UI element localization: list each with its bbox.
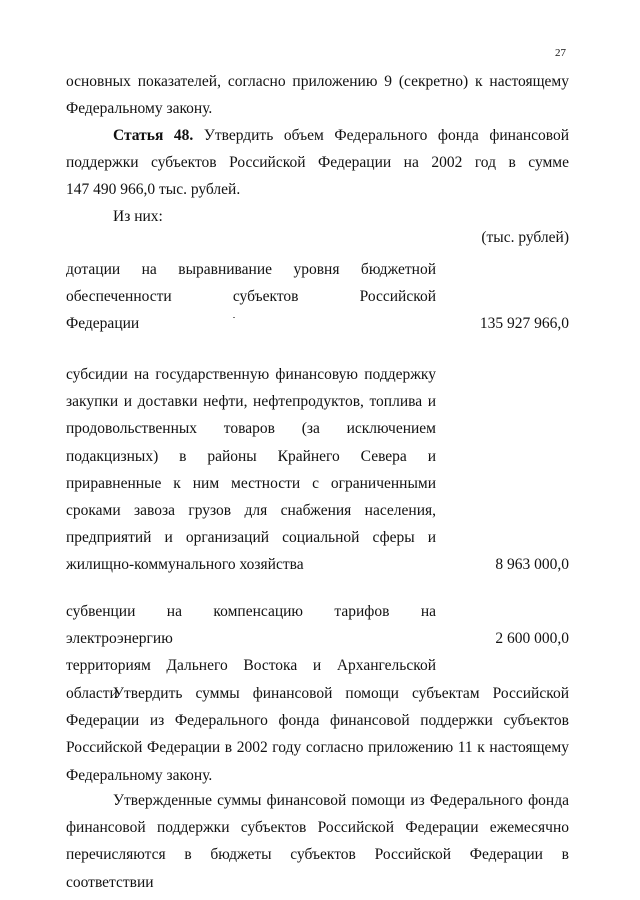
text-line: Утвержденные суммы финансовой помощи из Федерального фонда [113,792,569,809]
article-text: Утвердить объем Федерального фонда финансовой [203,127,570,144]
text-line: субвенции на компенсацию тарифов на электроэнергию [66,603,436,648]
text-line: дотации на выравнивание уровня бюджетной [66,261,436,278]
text-line: Федеральному закону. [66,100,213,118]
text-line: обеспеченности субъектов Российской [66,288,436,306]
article-48 [66,122,569,204]
paragraph-continuation [66,68,569,122]
text-line: поддержки субъектов Российской Федерации на 2002 год в сумме [66,154,569,172]
text-line: перечисляются в бюджеты субъектов Российской Федерации в соответствии [66,846,569,891]
text-line: Российской Федерации в 2002 году согласно приложению 11 к настоящему [66,739,569,757]
article-label: Статья 48. [113,127,194,144]
text-line: жилищно-коммунального хозяйства [66,556,304,574]
text-line: 147 490 966,0 тыс. рублей. [66,181,241,199]
scan-speck [233,317,235,318]
text-line: приравненные к ним местности с ограниченными [66,474,436,492]
paragraph-approve [66,680,569,789]
text-line: закупки и доставки нефти, нефтепродуктов, топлива и [66,393,436,411]
text-line: Федерации из Федерального фонда финансовой поддержки субъектов [66,712,569,730]
text-line: сроками завоза грузов для снабжения населения, [66,502,436,520]
text-line: территориям Дальнего Востока и Архангельской области [66,657,436,702]
unit-label: (тыс. рублей) [481,229,569,246]
text-line: продовольственных товаров (за исключением [66,420,436,438]
text-line: субсидии на государственную финансовую поддержку [66,366,436,383]
row-value: 8 963 000,0 [495,556,569,573]
text-line: Федеральному закону. [66,766,213,784]
text-line: предприятий и организаций социальной сферы и [66,529,436,547]
text-line: Федерации [66,315,140,333]
row-value: 135 927 966,0 [479,315,569,332]
text-line: финансовой поддержки субъектов Российской Федерации ежемесячно [66,819,569,837]
paragraph-approved [66,787,569,896]
text-line [66,122,569,149]
row-value: 2 600 000,0 [495,630,569,647]
of-them-label: Из них: [113,208,163,225]
page-number: 27 [555,47,566,59]
row-description [66,361,436,579]
text-line: Утвердить суммы финансовой помощи субъектам Российской [113,685,569,702]
text-line: основных показателей, согласно приложению 9 (секретно) к настоящему [66,73,569,90]
text-line: подакцизных) в районы Крайнего Севера и [66,447,436,465]
row-description [66,256,436,338]
